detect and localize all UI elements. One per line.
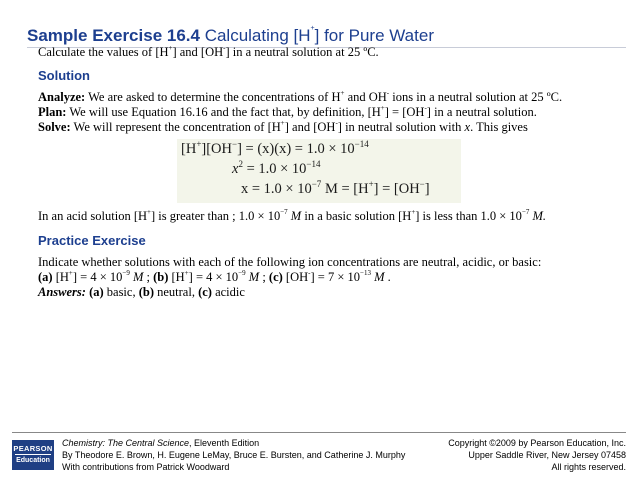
solve-line: Solve: We will represent the concentration of [H+] and [OH-] in neutral solution with x. This gives bbox=[38, 119, 528, 134]
footer-divider bbox=[12, 432, 626, 433]
acid-basic-note: In an acid solution [H+] is greater than ; $1.0 \times 10^{-7}$ M in a basic solution [H+] is less than $1.0 \times 10^{-7}$ M. bbox=[38, 208, 547, 223]
footer-copyright: Copyright ©2009 by Pearson Education, Inc. Upper Saddle River, New Jersey 07458 All rights reserved. bbox=[448, 438, 626, 472]
equation-3: $x = 1.0 \times 10^{-7}$ M = [H+] = [OH−] bbox=[241, 179, 430, 197]
analyze-line: Analyze: We are asked to determine the concentrations of H+ and OH- ions in a neutral solution at 25 ºC. bbox=[38, 89, 563, 104]
footer-citation: Chemistry: The Central Science, Eleventh Edition By Theodore E. Brown, H. Eugene LeMay, Bruce E. Bursten, and Catherine J. Murphy With contributions from Patrick Woodward bbox=[62, 438, 406, 472]
page-title: Sample Exercise 16.4 Calculating [H+] for Pure Water bbox=[27, 25, 434, 45]
equation-block bbox=[177, 139, 461, 203]
problem-statement: Calculate the values of [H+] and [OH-] in a neutral solution at 25 ºC. bbox=[38, 44, 379, 59]
pearson-logo: PEARSON Education bbox=[12, 440, 54, 470]
equation-2: $x^2 = 1.0 \times 10^{-14}$ bbox=[232, 159, 321, 177]
practice-heading: Practice Exercise bbox=[38, 233, 146, 248]
answers-line: Answers: (a) basic, (b) neutral, (c) acidic bbox=[38, 285, 245, 299]
practice-intro: Indicate whether solutions with each of the following ion concentrations are neutral, acidic, or basic: bbox=[38, 255, 542, 269]
plan-line: Plan: We will use Equation 16.16 and the fact that, by definition, [H+] = [OH-] in a neutral solution. bbox=[38, 104, 537, 119]
equation-1: $[H^+][OH^-] = (x)(x) = 1.0 \times 10^{-14}$ bbox=[181, 139, 369, 157]
solution-heading: Solution bbox=[38, 68, 90, 83]
practice-items: (a) $[H^+] = 4 \times 10^{-9}$ M ; (b) $[H^+] = 4 \times 10^{-9}$ M ; (c) $[OH^-] = 7 \times 10^{-13}$ M . bbox=[38, 269, 391, 284]
